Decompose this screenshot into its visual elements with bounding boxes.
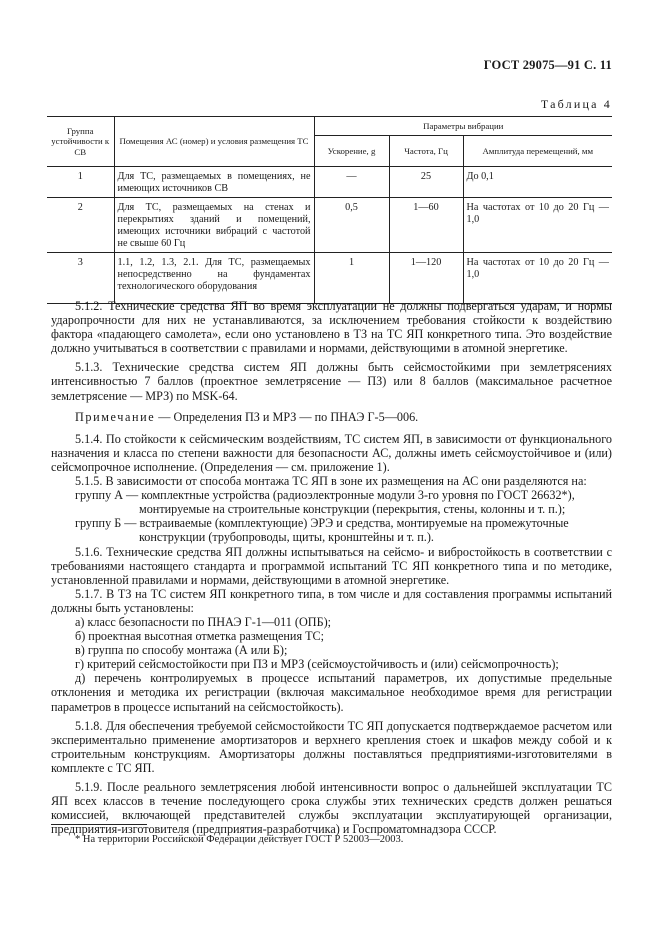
list-item: д) перечень контролируемых в процессе испытаний параметров, их допустимые предельные отклонения и методика их регистрации (включая максимальное необходимое время для регистрации параметров в процессе испытаний на сейсмостойкость). <box>51 671 612 714</box>
group-a-line-1: группу А — комплектные устройства (радиоэлектронные модули 3-го уровня по ГОСТ 26632*), <box>75 488 575 503</box>
cell-premises: Для ТС, размещаемых на стенах и перекрытиях зданий и помещений, имеющих источники вибраций с частотой не свыше 60 Гц <box>114 198 314 253</box>
vibration-table <box>47 116 612 304</box>
cell-group: 2 <box>47 198 114 253</box>
list-item: а) класс безопасности по ПНАЭ Г-1—011 (ОПБ); <box>75 614 332 629</box>
header-ampl: Амплитуда перемещений, мм <box>463 136 612 167</box>
cell-freq: 1—120 <box>389 253 463 304</box>
paragraph-5-1-6: 5.1.6. Технические средства ЯП должны испытываться на сейсмо- и вибростойкость в соответствии с требованиями настоящего стандарта и программой испытаний ТС ЯП конкретного типа и по методике, установленной правилами и нормами, действующими в атомной энергетике. <box>51 544 612 587</box>
cell-freq: 25 <box>389 167 463 198</box>
cell-premises: Для ТС, размещаемых в помещениях, не имеющих источников СВ <box>114 167 314 198</box>
cell-group: 1 <box>47 167 114 198</box>
cell-ampl: До 0,1 <box>463 167 612 198</box>
paragraph-5-1-7: 5.1.7. В ТЗ на ТС систем ЯП конкретного типа, в том числе и для составления программы испытаний должны быть установлены: <box>51 586 612 615</box>
header-accel: Ускорение, g <box>314 136 389 167</box>
cell-freq: 1—60 <box>389 198 463 253</box>
group-b-line-1: группу Б — встраиваемые (комплектующие) ЭРЭ и средства, монтируемые на промежуточные <box>75 516 569 531</box>
paragraph-5-1-8: 5.1.8. Для обеспечения требуемой сейсмостойкости ТС ЯП допускается подтверждаемое расчетом или экспериментально применение амортизаторов и верхнего крепления стоек и шкафов между собой и к строительным конструкциям. Амортизаторы должны поставляться предприятиями-изготовителями в комплекте с ТС ЯП. <box>51 718 612 775</box>
paragraph-5-1-2: 5.1.2. Технические средства ЯП во время эксплуатации не должны подвергаться ударам, и нормы ударопрочности для них не устанавливаются, за исключением требования стойкости к воздействию фактора «падающего самолета», если оно установлено в ТЗ на ТС ЯП конкретного типа. Это воздействие должно учитываться в соответствии с правилами и нормами, действующими в атомной энергетике. <box>51 299 612 356</box>
table-row <box>47 167 612 198</box>
cell-premises: 1.1, 1.2, 1.3, 2.1. Для ТС, размещаемых непосредственно на фундаментах технологического оборудования <box>114 253 314 304</box>
header-group: Группа устойчивости к СВ <box>47 117 114 167</box>
cell-ampl: На частотах от 10 до 20 Гц — 1,0 <box>463 253 612 304</box>
paragraph-5-1-3: 5.1.3. Технические средства систем ЯП должны быть сейсмостойкими при землетрясениях интенсивностью 7 баллов (проектное землетрясение — ПЗ) или 8 баллов (максимальное расчетное землетрясение — МРЗ) по MSK-64. <box>51 360 612 403</box>
group-a-line-2: монтируемые на строительные конструкции (перекрытия, стены, колонны и т. п.); <box>139 502 566 517</box>
header-params: Параметры вибрации <box>314 117 612 136</box>
table-row <box>47 198 612 253</box>
cell-accel: 0,5 <box>314 198 389 253</box>
list-item: г) критерий сейсмостойкости при ПЗ и МРЗ (сейсмоустойчивость и (или) сейсмопрочность); <box>75 657 559 672</box>
footnote: * На территории Российской Федерации действует ГОСТ Р 52003—2003. <box>75 834 404 845</box>
body-text <box>51 299 612 836</box>
cell-accel: — <box>314 167 389 198</box>
paragraph-5-1-9: 5.1.9. После реального землетрясения любой интенсивности вопрос о дальнейшей эксплуатации ТС ЯП всех классов в течение последующего срока службы этих технических средств должен решаться комиссией, включающей представителей службы эксплуатации эксплуатирующей организации, предприятия-изготовителя (предприятия-разработчика) и Госпроматомнадзора СССР. <box>51 780 612 837</box>
group-b-line-2: конструкции (трубопроводы, щиты, кронштейны и т. п.). <box>139 530 434 545</box>
cell-ampl: На частотах от 10 до 20 Гц — 1,0 <box>463 198 612 253</box>
cell-group: 3 <box>47 253 114 304</box>
paragraph-5-1-5: 5.1.5. В зависимости от способа монтажа ТС ЯП в зоне их размещения на АС они разделяются на: <box>75 474 587 489</box>
note <box>51 410 612 424</box>
table-label: Таблица 4 <box>540 97 612 111</box>
paragraph-5-1-4: 5.1.4. По стойкости к сейсмическим воздействиям, ТС систем ЯП, в зависимости от функционального назначения и класса по степени важности для безопасности АС, должны иметь сейсмоустойчивое и (или) сейсмопрочное исполнение. (Определения — см. приложение 1). <box>51 431 612 474</box>
table-row <box>47 253 612 304</box>
list-item: в) группа по способу монтажа (А или Б); <box>75 643 288 658</box>
note-text: — Определения ПЗ и МРЗ — по ПНАЭ Г-5—006. <box>155 409 419 424</box>
footnote-divider <box>51 824 147 825</box>
page-header: ГОСТ 29075—91 С. 11 <box>483 58 612 72</box>
cell-accel: 1 <box>314 253 389 304</box>
note-label: Примечание <box>75 409 156 424</box>
header-premises: Помещения АС (номер) и условия размещения ТС <box>114 117 314 167</box>
list-item: б) проектная высотная отметка размещения ТС; <box>75 629 325 644</box>
header-freq: Частота, Гц <box>389 136 463 167</box>
